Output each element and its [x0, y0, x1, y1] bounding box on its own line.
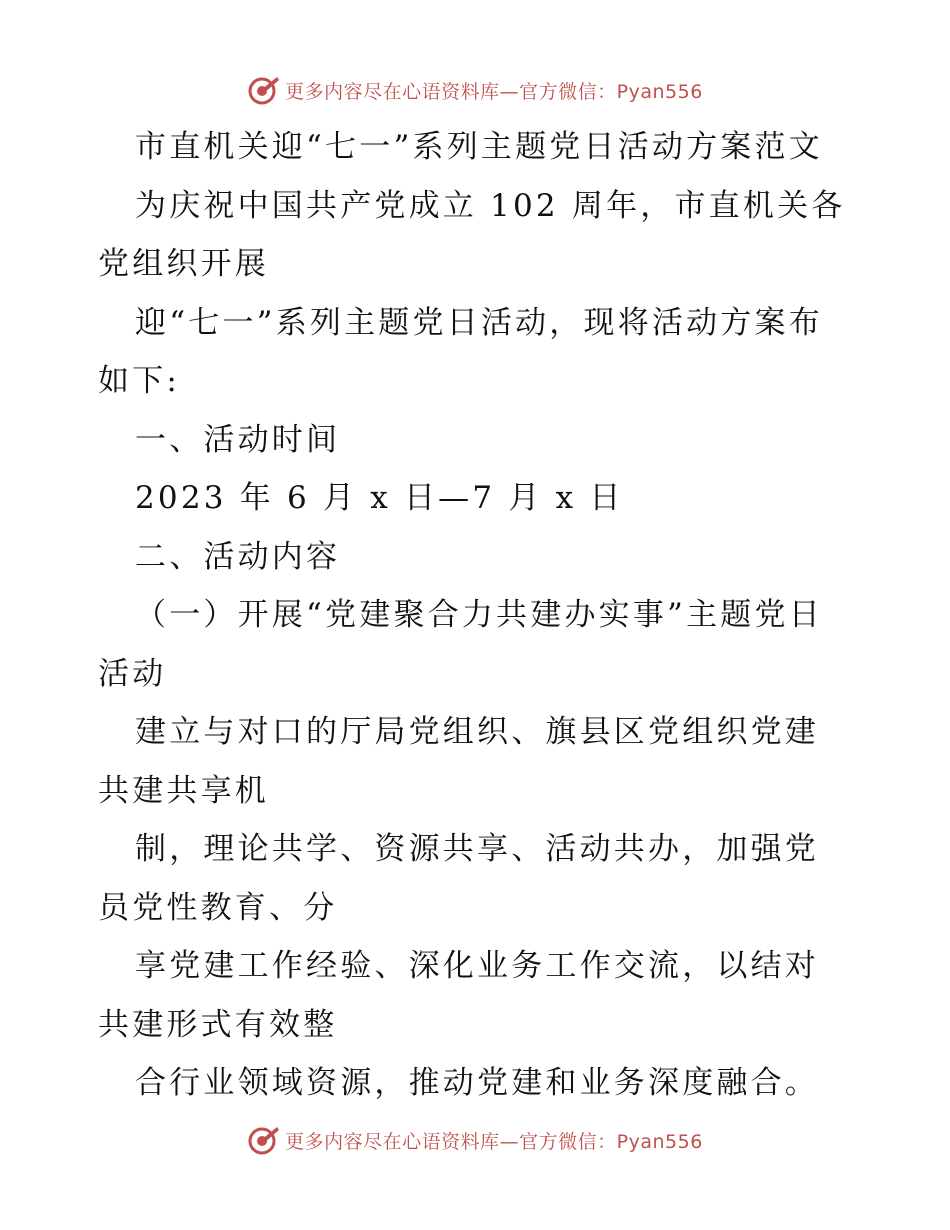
red-pen-logo-icon	[247, 1123, 281, 1157]
paragraph: 为庆祝中国共产党成立 102 周年，市直机关各党组织开展	[98, 187, 846, 282]
document-body	[98, 118, 850, 1113]
watermark-text: 更多内容尽在心语资料库—官方微信：Pyan556	[285, 80, 703, 103]
paragraph: 迎“七一”系列主题党日活动，现将活动方案布如下:	[98, 304, 823, 399]
paragraph: 2023 年 6 月 x 日—7 月 x 日	[135, 480, 624, 516]
header-watermark	[0, 70, 950, 110]
footer-watermark	[0, 1120, 950, 1160]
section-heading: 一、活动时间	[135, 421, 341, 458]
red-pen-logo-icon	[247, 73, 281, 107]
section-heading: 二、活动内容	[135, 538, 341, 575]
document-title: 市直机关迎“七一”系列主题党日活动方案范文	[135, 129, 823, 165]
paragraph: 建立与对口的厅局党组织、旗县区党组织党建共建共享机	[98, 714, 819, 809]
paragraph: 合行业领域资源，推动党建和业务深度融合。	[135, 1065, 819, 1101]
paragraph: 制，理论共学、资源共享、活动共办，加强党员党性教育、分	[98, 831, 819, 926]
paragraph: 享党建工作经验、深化业务工作交流，以结对共建形式有效整	[98, 948, 819, 1043]
watermark-text: 更多内容尽在心语资料库—官方微信：Pyan556	[285, 1130, 703, 1153]
subsection-heading: （一）开展“党建聚合力共建办实事”主题党日活动	[98, 597, 823, 692]
